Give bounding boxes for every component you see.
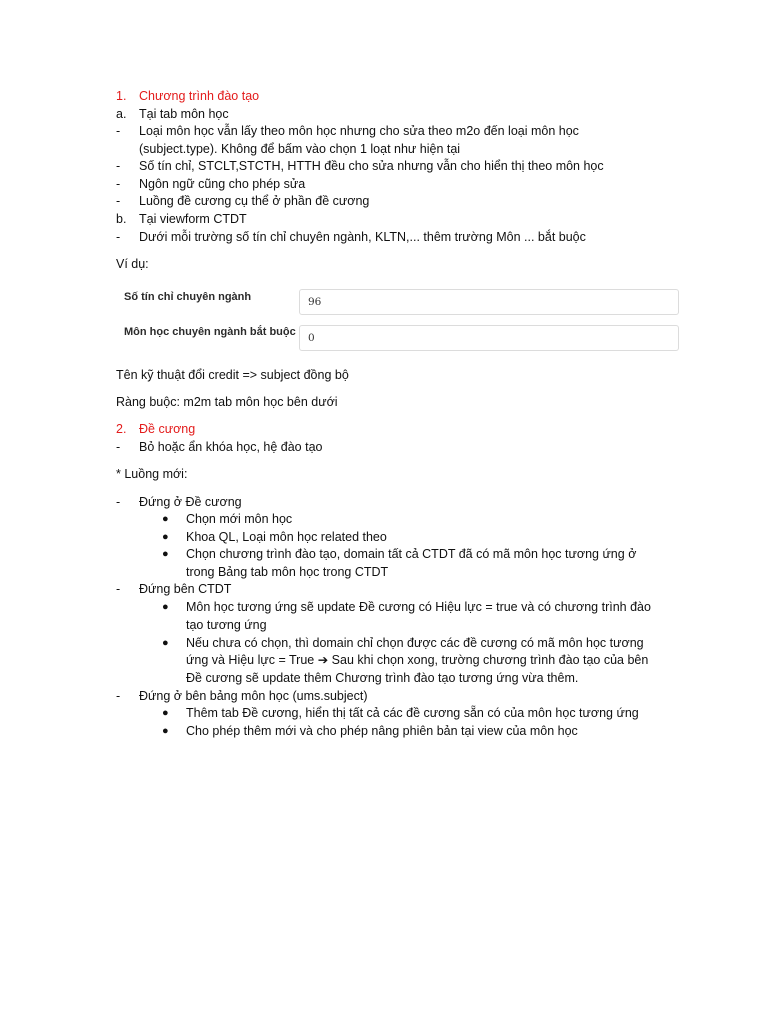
- bullet-item-text: Khoa QL, Loại môn học related theo: [186, 530, 387, 544]
- example-label: Ví dụ:: [116, 257, 149, 271]
- note-constraint: Ràng buộc: m2m tab môn học bên dưới: [116, 395, 338, 409]
- bullet-icon: ●: [162, 637, 169, 649]
- section2-number: 2.: [116, 422, 127, 436]
- note-credit: Tên kỹ thuật đổi credit => subject đồng bộ: [116, 368, 349, 382]
- bullet-item-text: ứng và Hiệu lực = True ➔ Sau khi chọn xong, trường chương trình đào tạo của bên: [186, 653, 649, 667]
- dash-marker: -: [116, 495, 121, 509]
- list-item-text: Số tín chỉ, STCLT,STCTH, HTTH đều cho sửa nhưng vẫn cho hiển thị theo môn học: [139, 159, 604, 173]
- bullet-item-text: tạo tương ứng: [186, 618, 267, 632]
- required-subject-input[interactable]: 0: [299, 325, 679, 351]
- section1-title: Chương trình đào tạo: [139, 89, 260, 103]
- section1-number: 1.: [116, 89, 127, 103]
- dash-marker: -: [116, 689, 121, 703]
- list-item-text: Bỏ hoặc ẩn khóa học, hệ đào tạo: [139, 440, 323, 454]
- bullet-item-text: Môn học tương ứng sẽ update Đề cương có Hiệu lực = true và có chương trình đào: [186, 600, 651, 614]
- new-flow-label: * Luồng mới:: [116, 467, 188, 481]
- dash-marker: -: [116, 124, 121, 138]
- subsection-b-marker: b.: [116, 212, 127, 226]
- bullet-item-text: Chọn mới môn học: [186, 512, 293, 526]
- bullet-icon: ●: [162, 725, 169, 737]
- dash-marker: -: [116, 194, 121, 208]
- bullet-icon: ●: [162, 513, 169, 525]
- credit-input[interactable]: 96: [299, 289, 679, 315]
- bullet-item-text: Nếu chưa có chọn, thì domain chỉ chọn được các đề cương có mã môn học tương: [186, 636, 644, 650]
- subsection-a-text: Tại tab môn học: [139, 107, 229, 121]
- dash-marker: -: [116, 177, 121, 191]
- form-field2-label: Môn học chuyên ngành bắt buộc: [124, 326, 296, 338]
- list-item-text: Ngôn ngữ cũng cho phép sửa: [139, 177, 306, 191]
- flow-group-title-text: Đứng ở Đề cương: [139, 495, 242, 509]
- list-item-text: Loại môn học vẫn lấy theo môn học nhưng cho sửa theo m2o đến loại môn học: [139, 124, 579, 138]
- section2-title: Đề cương: [139, 422, 196, 436]
- subsection-a-marker: a.: [116, 107, 127, 121]
- dash-marker: -: [116, 582, 121, 596]
- subsection-b-text: Tại viewform CTDT: [139, 212, 247, 226]
- dash-marker: -: [116, 440, 121, 454]
- dash-marker: -: [116, 230, 121, 244]
- bullet-item-text: Thêm tab Đề cương, hiển thị tất cả các đề cương sẵn có của môn học tương ứng: [186, 706, 639, 720]
- flow-group-title-text: Đứng ở bên bảng môn học (ums.subject): [139, 689, 368, 703]
- bullet-item-text: trong Bảng tab môn học trong CTDT: [186, 565, 389, 579]
- bullet-item-text: Cho phép thêm mới và cho phép nâng phiên bản tại view của môn học: [186, 724, 578, 738]
- list-item-text: Dưới mỗi trường số tín chỉ chuyên ngành, KLTN,... thêm trường Môn ... bắt buộc: [139, 230, 586, 244]
- bullet-icon: ●: [162, 548, 169, 560]
- bullet-item-text: Chọn chương trình đào tạo, domain tất cả CTDT đã có mã môn học tương ứng ở: [186, 547, 637, 561]
- bullet-item-text: Đề cương sẽ update thêm Chương trình đào tạo tương ứng vừa thêm.: [186, 671, 579, 685]
- form-field1-label: Số tín chỉ chuyên ngành: [124, 291, 252, 303]
- bullet-icon: ●: [162, 707, 169, 719]
- list-item-text: Luồng đề cương cụ thể ở phần đề cương: [139, 194, 370, 208]
- list-item-text: (subject.type). Không để bấm vào chọn 1 loạt như hiện tại: [139, 142, 461, 156]
- flow-group-title-text: Đứng bên CTDT: [139, 582, 232, 596]
- dash-marker: -: [116, 159, 121, 173]
- bullet-icon: ●: [162, 531, 169, 543]
- bullet-icon: ●: [162, 601, 169, 613]
